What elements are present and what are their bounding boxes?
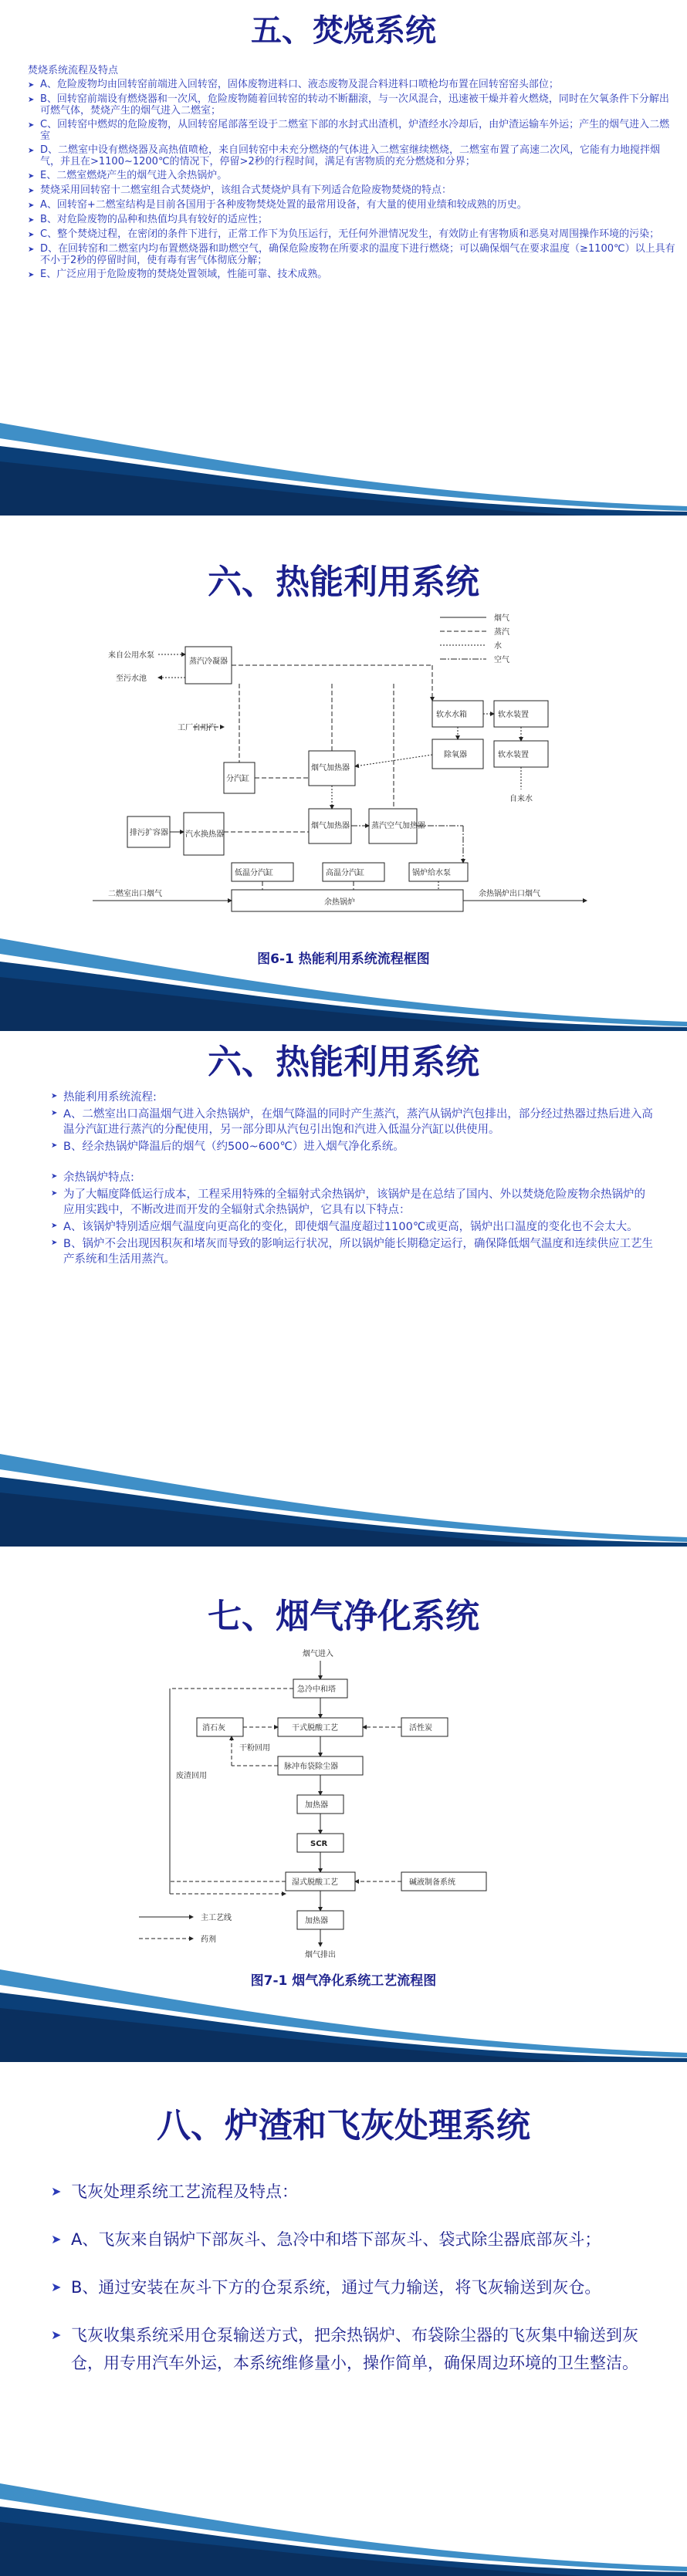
wave-decoration: [0, 1446, 687, 1547]
slide-title: 八、炉渣和飞灰处理系统: [157, 2106, 530, 2145]
arrow-bullet-icon: ➤: [51, 1141, 58, 1150]
heat-flow-diagram: [0, 608, 687, 932]
node-demin-tank: 软水水箱: [436, 711, 467, 719]
node-heater-1: 加热器: [305, 1801, 328, 1810]
list-item: ➤ B、通过安装在灰斗下方的仓泵系统，通过气力输送，将飞灰输送到灰仓。: [51, 2273, 653, 2301]
list-item: ➤ A、回转窑+二燃室结构是目前各国用于各种废物焚烧处置的最常用设备，有大量的使用业绩和较成熟的历史。: [28, 198, 527, 211]
arrow-bullet-icon: ➤: [51, 2280, 62, 2294]
node-scr: SCR: [310, 1840, 328, 1848]
node-deaerator: 除氧器: [444, 751, 467, 759]
arrow-bullet-icon: ➤: [28, 120, 35, 130]
arrow-bullet-icon: ➤: [28, 171, 35, 181]
slide-body: [51, 1090, 653, 1269]
node-flue-in: 烟气进入: [303, 1650, 333, 1658]
node-bag-filter: 脉冲布袋除尘器: [284, 1763, 338, 1771]
node-flue-out: 烟气排出: [305, 1951, 336, 1959]
list-item: ➤ A、该锅炉特别适应烟气温度向更高化的变化，即使烟气温度超过1100℃或更高，锅炉出口温度的变化也不会太大。: [51, 1221, 638, 1233]
node-carbon: 活性炭: [409, 1724, 432, 1733]
node-sub-cyl: 分汽缸: [226, 775, 249, 783]
section-heading: 焚烧系统流程及特点: [28, 65, 119, 76]
arrow-bullet-icon: ➤: [51, 1109, 58, 1117]
node-flue-out: 余热锅炉出口烟气: [479, 890, 540, 898]
list-item: ➤ C、回转窑中燃烬的危险废物，从回转窑尾部落至设于二燃室下部的水封式出渣机，炉渣经水冷却后，由炉渣运输车外运；产生的烟气进入二燃室: [28, 118, 670, 142]
slide-flue-gas-cleaning: [0, 1547, 687, 2062]
arrow-bullet-icon: ➤: [51, 2328, 62, 2342]
legend-water: 水: [494, 642, 502, 651]
arrow-bullet-icon: ➤: [28, 270, 35, 279]
node-softener-2: 软水装置: [498, 751, 529, 759]
node-city-water: 来自公用水泵: [108, 651, 154, 660]
list-item: ➤ 焚烧采用回转窑十二燃室组合式焚烧炉，该组合式焚烧炉具有下列适合危险废物焚烧的特点：: [28, 184, 452, 196]
list-item: ➤ E、广泛应用于危险废物的焚烧处置领域，性能可靠、技术成熟。: [28, 268, 328, 280]
list-item: ➤ D、在回转窑和二燃室内均布置燃烧器和助燃空气，确保危险废物在所要求的温度下进行燃烧；可以确保烟气在要求温度（≥1100℃）以上具有不小于2秒的停留时间，使有毒有害气体彻底分解；: [28, 242, 675, 266]
node-alkali: 碱液制备系统: [409, 1878, 455, 1887]
list-item: ➤ A、危险废物均由回转窑前端进入回转窑，固体废物进料口、液态废物及混合料进料口喷枪均布置在回转窑窑头部位；: [28, 78, 559, 90]
arrow-bullet-icon: ➤: [28, 146, 35, 155]
wave-decoration: [0, 2476, 687, 2576]
list-item: ➤ 飞灰处理系统工艺流程及特点：: [51, 2178, 653, 2206]
slide-incineration: [0, 0, 687, 516]
node-lime: 消石灰: [202, 1724, 225, 1733]
list-item: ➤ C、整个焚烧过程，在密闭的条件下进行，正常工作下为负压运行，无任何外泄情况发生，有效防止有害物质和恶臭对周围操作环境的污染；: [28, 228, 660, 240]
arrow-bullet-icon: ➤: [28, 230, 35, 239]
node-flue-in: 二燃室出口烟气: [108, 890, 162, 898]
node-feed-pump: 锅炉给水泵: [412, 869, 451, 877]
wave-decoration: [0, 415, 687, 516]
arrow-bullet-icon: ➤: [51, 1222, 58, 1230]
node-steam-cooler: 蒸汽冷凝器: [189, 658, 228, 666]
arrow-bullet-icon: ➤: [51, 2232, 62, 2246]
slide-heat-recovery-text: [0, 1031, 687, 1547]
list-heading: ➤ 余热锅炉特点:: [51, 1171, 134, 1184]
flue-gas-flow-diagram: [0, 1647, 687, 1963]
node-wet-desulf: 湿式脱酸工艺: [292, 1878, 338, 1887]
node-quench: 急冷中和塔: [297, 1685, 336, 1694]
node-high-header: 高温分汽缸: [326, 869, 364, 877]
figure-caption: 图7-1 烟气净化系统工艺流程图: [250, 1973, 437, 1989]
arrow-bullet-icon: ➤: [28, 186, 35, 195]
legend-flue-gas: 烟气: [494, 614, 509, 623]
list-item: ➤ E、二燃室燃烧产生的烟气进入余热锅炉。: [28, 169, 228, 181]
node-dry-return: 干粉回用: [239, 1744, 270, 1753]
node-softener: 软水装置: [498, 711, 529, 719]
node-boiler: 余热锅炉: [324, 898, 355, 907]
list-heading: ➤ 热能利用系统流程:: [51, 1091, 157, 1104]
node-dry-desulf: 干式脱酸工艺: [292, 1724, 338, 1733]
arrow-bullet-icon: ➤: [51, 1092, 58, 1100]
list-item: ➤ B、经余热锅炉降温后的烟气（约500~600℃）进入烟气净化系统。: [51, 1141, 404, 1153]
wave-decoration: [0, 931, 687, 1031]
node-tap-water: 自来水: [509, 795, 533, 803]
arrow-bullet-icon: ➤: [28, 80, 35, 90]
list-item: ➤ A、二燃室出口高温烟气进入余热锅炉，在烟气降温的同时产生蒸汽，蒸汽从锅炉汽包排出，部分经过热器过热后进入高温分汽缸进行蒸汽的分配使用，另一部分即从汽包引出饱和汽进入低温分汽缸以供使用。: [51, 1108, 653, 1136]
legend-main-line: 主工艺线: [201, 1914, 232, 1922]
list-item: ➤ D、二燃室中设有燃烧器及高热值喷枪，来自回转窑中未充分燃烧的气体进入二燃室继续燃烧，二燃室布置了高速二次风，它能有力地搅拌烟气，并且在>1100~1200℃的情况下，停留>2秒的行程时间，满足有害物质的充分燃烧和分界；: [28, 144, 661, 167]
arrow-bullet-icon: ➤: [28, 215, 35, 225]
slide-body: [51, 2178, 653, 2397]
node-factory-steam: 工厂自用汽: [178, 724, 216, 732]
list-item: ➤ B、对危险废物的品种和热值均具有较好的适应性；: [28, 213, 268, 225]
node-steam-preheater: 汽水换热器: [185, 830, 224, 839]
arrow-bullet-icon: ➤: [51, 1239, 58, 1247]
node-to-drain: 至污水池: [116, 674, 147, 683]
legend-steam: 蒸汽: [494, 628, 509, 637]
arrow-bullet-icon: ➤: [51, 2184, 62, 2199]
arrow-bullet-icon: ➤: [28, 201, 35, 210]
node-steam-air-heater: 蒸汽空气加热器: [371, 822, 425, 830]
node-low-header: 低温分汽缸: [235, 869, 273, 877]
legend-reagent: 药剂: [201, 1935, 216, 1944]
slide-heat-recovery-diagram: [0, 516, 687, 1031]
list-item: ➤ B、回转窑前端设有燃烧器和一次风，危险废物随着回转窑的转动不断翻滚，与一次风混合，迅速被干燥并着火燃烧，同时在欠氧条件下分解出可燃气体，焚烧产生的烟气进入二燃室；: [28, 93, 669, 117]
slide-body: [28, 65, 676, 283]
list-item: ➤ 飞灰收集系统采用仓泵输送方式，把余热锅炉、布袋除尘器的飞灰集中输送到灰仓，用专用汽车外运，本系统维修量小，操作简单，确保周边环境的卫生整洁。: [51, 2321, 653, 2377]
node-flue-heater-top: 烟气加热器: [311, 764, 350, 772]
slide-title: 六、热能利用系统: [208, 1043, 479, 1082]
slide-title: 五、焚烧系统: [251, 13, 436, 49]
slide-title: 六、热能利用系统: [208, 563, 479, 602]
legend-air: 空气: [494, 656, 509, 664]
list-item: ➤ 为了大幅度降低运行成本，工程采用特殊的全辐射式余热锅炉，该锅炉是在总结了国内、外以焚烧危险废物余热锅炉的应用实践中，不断改进而开发的全辐射式余热锅炉，它具有以下特点：: [51, 1188, 645, 1216]
slide-title: 七、烟气净化系统: [208, 1597, 479, 1636]
node-blowdown: 排污扩容器: [130, 829, 168, 837]
list-item: ➤ A、飞灰来自锅炉下部灰斗、急冷中和塔下部灰斗、袋式除尘器底部灰斗；: [51, 2226, 653, 2253]
arrow-bullet-icon: ➤: [51, 1189, 58, 1198]
node-heater-2: 加热器: [305, 1917, 328, 1925]
node-flue-heater-mid: 烟气加热器: [311, 822, 350, 830]
arrow-bullet-icon: ➤: [28, 245, 35, 254]
slide-slag-fly-ash: [0, 2062, 687, 2576]
node-residue-return: 废渣回用: [176, 1772, 207, 1780]
list-item: ➤ B、锅炉不会出现因积灰和堵灰而导致的影响运行状况，所以锅炉能长期稳定运行，确保降低烟气温度和连续供应工艺生产系统和生活用蒸汽。: [51, 1238, 653, 1266]
wave-decoration: [0, 1962, 687, 2062]
arrow-bullet-icon: ➤: [28, 95, 35, 104]
arrow-bullet-icon: ➤: [51, 1172, 58, 1181]
figure-caption: 图6-1 热能利用系统流程框图: [257, 952, 430, 967]
